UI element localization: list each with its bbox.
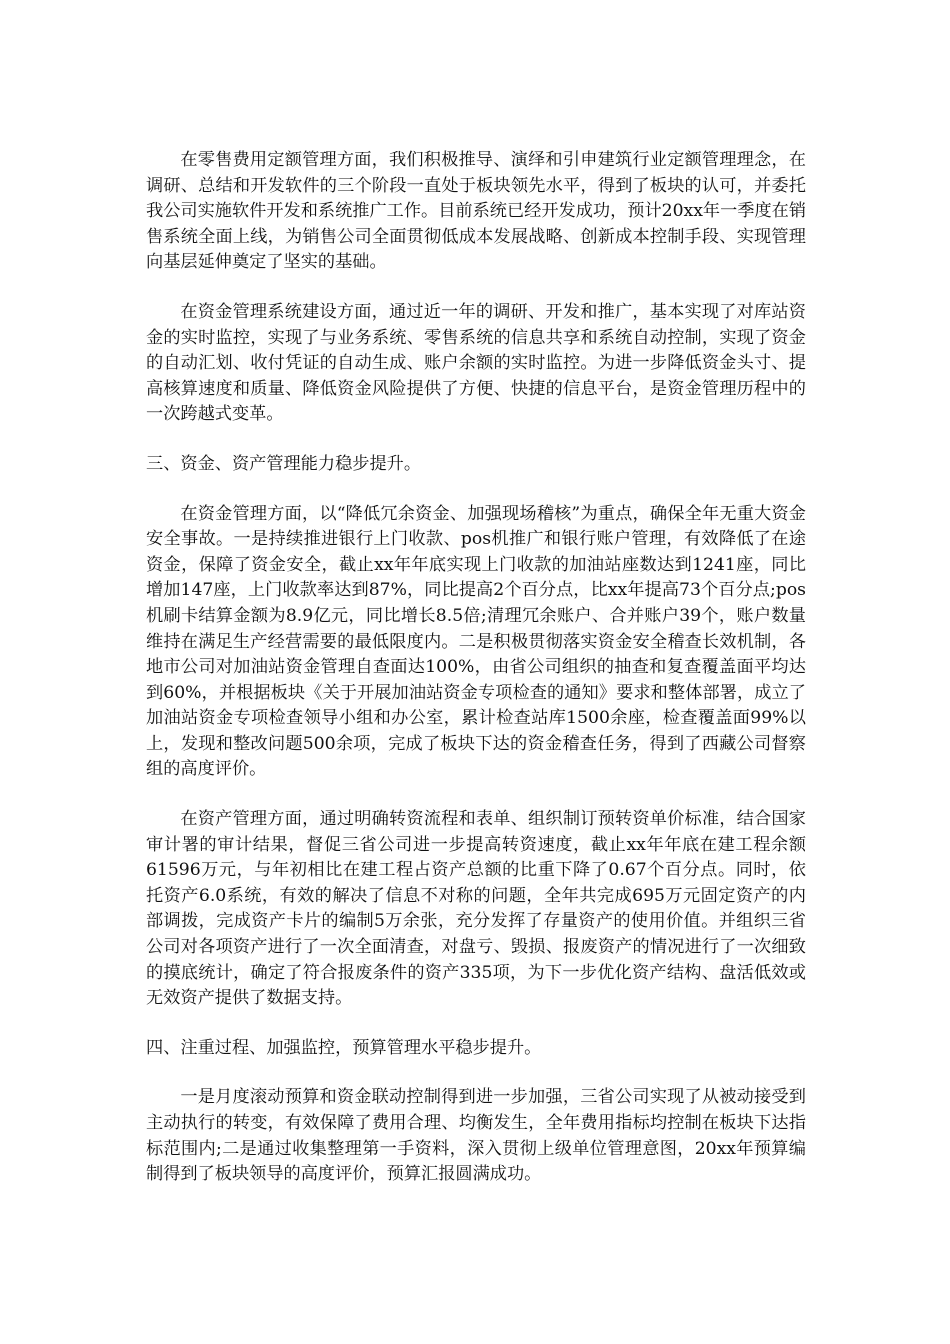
paragraph-fund-system: 在资金管理系统建设方面，通过近一年的调研、开发和推广，基本实现了对库站资金的实时监控，实现了与业务系统、零售系统的信息共享和系统自动控制，实现了资金的自动汇划、收付凭证的自动生成、账户余额的实时监控。为进一步降低资金头寸、提高核算速度和质量、降低资金风险提供了方便、快捷的信息平台，是资金管理历程中的一次跨越式变革。	[146, 301, 806, 425]
section-heading-3: 三、资金、资产管理能力稳步提升。	[146, 453, 422, 474]
paragraph-asset-management: 在资产管理方面，通过明确转资流程和表单、组织制订预转资单价标准，结合国家审计署的审计结果，督促三省公司进一步提高转资速度，截止xx年年底在建工程余额61596万元，与年初相比在建工程占资产总额的比重下降了0.67个百分点。同时，依托资产6.0系统，有效的解决了信息不对称的问题，全年共完成695万元固定资产的内部调拨，完成资产卡片的编制5万余张，充分发挥了存量资产的使用价值。并组织三省公司对各项资产进行了一次全面清查，对盘亏、毁损、报废资产的情况进行了一次细致的摸底统计，确定了符合报废条件的资产335项，为下一步优化资产结构、盘活低效或无效资产提供了数据支持。	[146, 809, 806, 1009]
paragraph-fund-management: 在资金管理方面，以“降低冗余资金、加强现场稽核”为重点，确保全年无重大资金安全事故。一是持续推进银行上门收款、pos机推广和银行账户管理，有效降低了在途资金，保障了资金安全，截止xx年年底实现上门收款的加油站座数达到1241座，同比增加147座，上门收款率达到87%，同比提高2个百分点，比xx年提高73个百分点;pos机刷卡结算金额为8.9亿元，同比增长8.5倍;清理冗余账户、合并账户39个，账户数量维持在满足生产经营需要的最低限度内。二是积极贯彻落实资金安全稽查长效机制，各地市公司对加油站资金管理自查面达100%，由省公司组织的抽查和复查覆盖面平均达到60%，并根据板块《关于开展加油站资金专项检查的通知》要求和整体部署，成立了加油站资金专项检查领导小组和办公室，累计检查站库1500余座，检查覆盖面99%以上，发现和整改问题500余项，完成了板块下达的资金稽查任务，得到了西藏公司督察组的高度评价。	[146, 503, 806, 780]
paragraph-retail-quota: 在零售费用定额管理方面，我们积极推导、演绎和引申建筑行业定额管理理念，在调研、总结和开发软件的三个阶段一直处于板块领先水平，得到了板块的认可，并委托我公司实施软件开发和系统推广工作。目前系统已经开发成功，预计20xx年一季度在销售系统全面上线，为销售公司全面贯彻低成本发展战略、创新成本控制手段、实现管理向基层延伸奠定了坚实的基础。	[146, 150, 807, 273]
paragraph-budget: 一是月度滚动预算和资金联动控制得到进一步加强，三省公司实现了从被动接受到主动执行的转变，有效保障了费用合理、均衡发生，全年费用指标均控制在板块下达指标范围内;二是通过收集整理第一手资料，深入贯彻上级单位管理意图，20xx年预算编制得到了板块领导的高度评价，预算汇报圆满成功。	[146, 1087, 806, 1185]
section-heading-4: 四、注重过程、加强监控，预算管理水平稳步提升。	[146, 1037, 542, 1058]
document-body	[146, 148, 806, 1212]
